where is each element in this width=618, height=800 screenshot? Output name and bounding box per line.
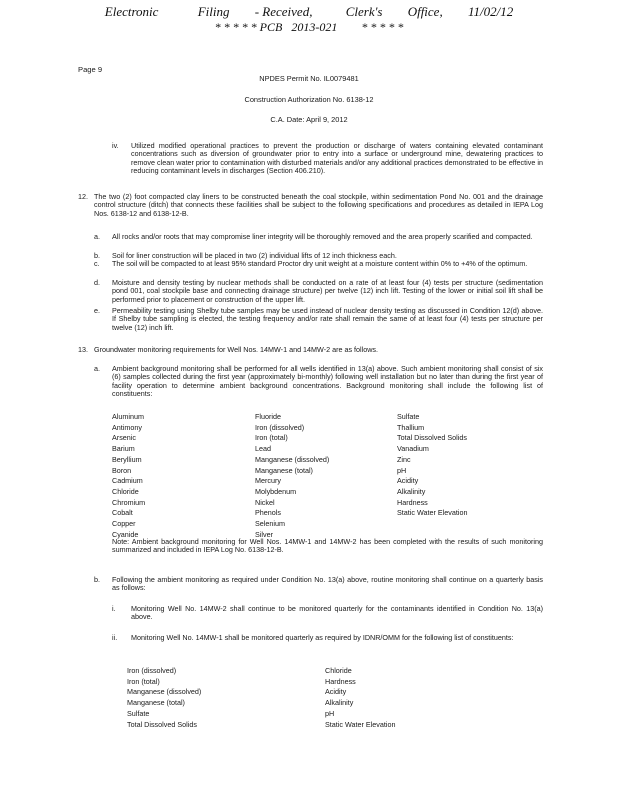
construction-authorization: Construction Authorization No. 6138-12 <box>244 95 374 104</box>
list-item: Iron (total) <box>255 433 288 443</box>
list-item: Hardness <box>325 676 356 686</box>
item-12a-marker: a. <box>94 232 100 241</box>
list-item: Thallium <box>397 422 425 432</box>
list-item: Boron <box>112 465 132 475</box>
pcb-docket-stamp: * * * * * PCB 2013-021 * * * * * <box>214 20 404 34</box>
list-item: Barium <box>112 444 135 454</box>
list-item: Antimony <box>112 422 142 432</box>
list-item: Zinc <box>397 454 411 464</box>
list-item: Arsenic <box>112 433 136 443</box>
list-item: Manganese (total) <box>255 465 313 475</box>
constituent-list-column-3 <box>397 412 467 519</box>
item-iv-text: Utilized modified operational practices to prevent the production or discharge of waters containing elevated contaminant concentrations such as diversion of groundwater prior to entry into a surface or underground mine, dewatering practices to remove clean water prior to contamination with disturbed materials and/or any additional practices demonstrated to be effective in reducing contaminant levels in discharges (Section 406.210). <box>131 141 543 176</box>
stamp-word: - Received, <box>254 4 313 19</box>
list-item: Mercury <box>255 476 281 486</box>
stamp-word: Clerk's <box>345 4 383 19</box>
list-item: Molybdenum <box>255 486 297 496</box>
list-item: Selenium <box>255 519 285 529</box>
list-item: Aluminum <box>112 412 144 421</box>
stamp-word: Office, <box>407 4 443 19</box>
item-13b-ii-text: Monitoring Well No. 14MW-1 shall be monitored quarterly as required by IDNR/OMM for the following list of constituents: <box>131 633 514 642</box>
list-item: Beryllium <box>112 454 142 464</box>
list-item: Manganese (dissolved) <box>127 687 202 697</box>
item-12e-marker: e. <box>94 306 100 315</box>
authorization-date: C.A. Date: April 9, 2012 <box>270 115 348 124</box>
list-item: Alkalinity <box>397 486 426 496</box>
item-iv-marker: iv. <box>112 141 119 150</box>
quarterly-constituents-column-2 <box>325 666 395 730</box>
list-item: Vanadium <box>397 444 429 454</box>
ambient-monitoring-note: Note: Ambient background monitoring for Well Nos. 14MW-1 and 14MW-2 has been completed with the results of such monitoring summarized and included in IEPA Log No. 6138-12-B. <box>112 537 543 555</box>
item-12d-marker: d. <box>94 278 100 287</box>
list-item: Static Water Elevation <box>397 508 468 518</box>
item-12-text: The two (2) foot compacted clay liners to be constructed beneath the coal stockpile, within sedimentation Pond No. 001 and the drainage control structure (ditch) that connects these facilities shall be subject to the following specifications and procedures as detailed in IEPA Log Nos. 6138-12 and 6138-12-B. <box>94 192 543 218</box>
stamp-word: 11/02/12 <box>467 4 514 19</box>
list-item: Acidity <box>397 476 419 486</box>
list-item: Chloride <box>325 666 352 675</box>
list-item: Copper <box>112 519 136 529</box>
list-item: Fluoride <box>255 412 281 421</box>
list-item: Acidity <box>325 687 347 697</box>
permit-number: NPDES Permit No. IL0079481 <box>259 74 359 83</box>
list-item: pH <box>397 465 407 475</box>
list-item: Total Dissolved Solids <box>397 433 467 443</box>
item-13a-text: Ambient background monitoring shall be performed for all wells identified in 13(a) above. Such ambient monitoring shall consist of six (6) samples collected during the first year (approximately bi-monthly) following well installation but no later than during the first year of facility operation to determine ambient background concentrations. Background monitoring shall include the following list of constituents: <box>112 364 543 399</box>
constituent-list-column-1 <box>112 412 145 540</box>
item-12d-text: Moisture and density testing by nuclear methods shall be conducted on a rate of at least four (4) tests per structure (sedimentation pond 001, coal stockpile base and connecting drainage structure) per twelve (12) inch lift. Testing of the lower or initial soil lift shall be performed prior to placement or construction of the upper lift. <box>112 278 543 304</box>
list-item: Cyanide <box>112 529 139 539</box>
stamp-word: Electronic <box>104 4 159 19</box>
list-item: Chloride <box>112 486 139 496</box>
list-item: Sulfate <box>127 708 150 718</box>
list-item: Silver <box>255 529 273 539</box>
item-12b-marker: b. <box>94 251 100 260</box>
stamp-word: Filing <box>197 4 230 19</box>
item-12-marker: 12. <box>78 192 88 201</box>
item-13b-i-text: Monitoring Well No. 14MW-2 shall continue to be monitored quarterly for the contaminants identified in Condition No. 13(a) above. <box>131 604 543 622</box>
list-item: Static Water Elevation <box>325 719 396 729</box>
list-item: Manganese (dissolved) <box>255 454 330 464</box>
list-item: Sulfate <box>397 412 420 421</box>
item-13b-marker: b. <box>94 575 100 584</box>
list-item: Lead <box>255 444 271 454</box>
item-13b-i-marker: i. <box>112 604 116 613</box>
item-13-marker: 13. <box>78 345 88 354</box>
electronic-filing-stamp <box>0 4 618 20</box>
item-13-text: Groundwater monitoring requirements for Well Nos. 14MW-1 and 14MW-2 are as follows. <box>94 345 379 354</box>
item-12c-text: The soil will be compacted to at least 95% standard Proctor dry unit weight at a moisture content within 0% to +4% of the optimum. <box>112 259 528 268</box>
list-item: Manganese (total) <box>127 698 185 708</box>
list-item: Iron (dissolved) <box>127 666 177 675</box>
item-13a-marker: a. <box>94 364 100 373</box>
list-item: Total Dissolved Solids <box>127 719 197 729</box>
list-item: Hardness <box>397 497 428 507</box>
list-item: Iron (dissolved) <box>255 422 305 432</box>
list-item: Phenols <box>255 508 281 518</box>
item-12b-text: Soil for liner construction will be placed in two (2) individual lifts of 12 inch thickness each. <box>112 251 397 260</box>
list-item: Cadmium <box>112 476 143 486</box>
item-13b-ii-marker: ii. <box>112 633 118 642</box>
constituent-list-column-2 <box>255 412 329 540</box>
item-12a-text: All rocks and/or roots that may compromise liner integrity will be thoroughly removed and the area properly scarified and compacted. <box>112 232 533 241</box>
list-item: Chromium <box>112 497 146 507</box>
list-item: Cobalt <box>112 508 133 518</box>
item-12c-marker: c. <box>94 259 100 268</box>
list-item: Alkalinity <box>325 698 354 708</box>
quarterly-constituents-column-1 <box>127 666 201 730</box>
list-item: Iron (total) <box>127 676 160 686</box>
item-13b-text: Following the ambient monitoring as required under Condition No. 13(a) above, routine monitoring shall continue on a quarterly basis as follows: <box>112 575 543 593</box>
page-number: Page 9 <box>78 65 103 74</box>
list-item: Nickel <box>255 497 275 507</box>
list-item: pH <box>325 708 335 718</box>
item-12e-text: Permeability testing using Shelby tube samples may be used instead of nuclear density testing as discussed in Condition 12(d) above. If Shelby tube sampling is elected, the testing frequency and/or rate shall remain the same of at least four (4) tests per structure per twelve (12) inch lift. <box>112 306 543 332</box>
